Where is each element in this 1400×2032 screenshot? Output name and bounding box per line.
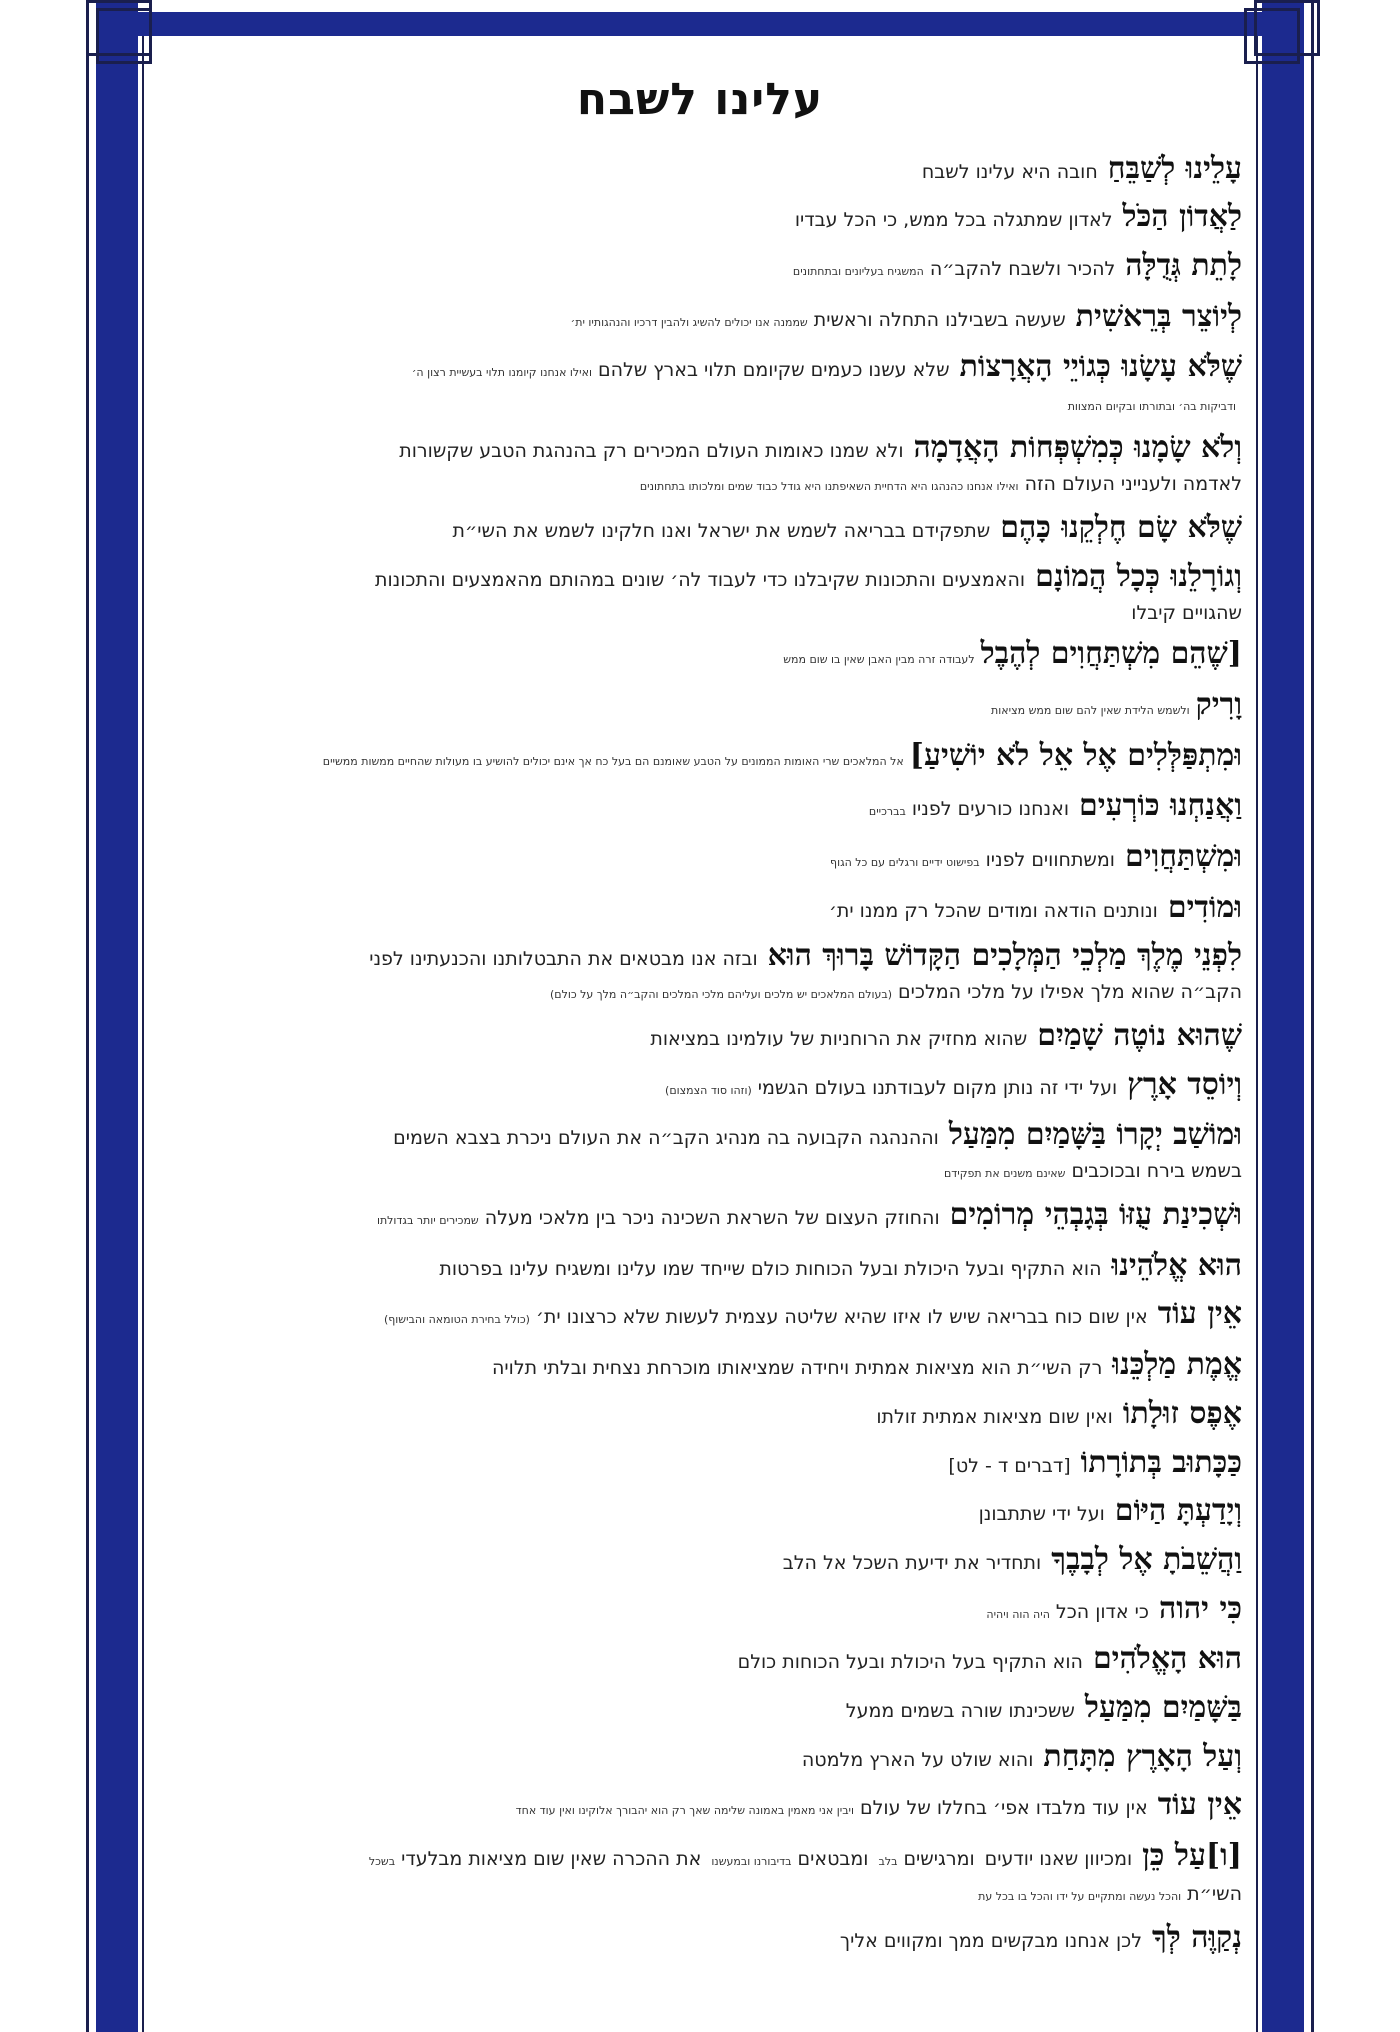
- corner-ornament-right: [1244, 0, 1314, 60]
- explanation-note: ואילו אנחנו כהנהגו היא הדחיית השאיפתנו היא גודל כבוד שמים ומלכותו בתחתונים: [639, 480, 1019, 494]
- prayer-phrase: וּמִתְפַּלְּלִים אֶל אֵל לֹא יוֹשִׁיעַ]: [909, 737, 1242, 773]
- explanation-text: ששכינתו שורה בשמים ממעל: [845, 1699, 1075, 1722]
- left-border-bar: [96, 0, 138, 2032]
- prayer-line: [150, 687, 1250, 729]
- explanation-text: ומכיוון שאנו יודעים: [984, 1848, 1133, 1870]
- explanation-continuation: בשמש בירח ובכוכבים: [1071, 1160, 1242, 1183]
- explanation-continuation: השי״ת: [1187, 1883, 1242, 1905]
- document-content: [150, 60, 1250, 2032]
- prayer-line: [150, 559, 1250, 599]
- explanation-text: ומשתחווים לפניו: [985, 848, 1115, 871]
- explanation-note: היה הוה ויהיה: [986, 1607, 1050, 1621]
- prayer-line: [150, 1018, 1250, 1058]
- explanation-note: והכל נעשה ומתקיים על ידו והכל בו בכל עת: [978, 1890, 1182, 1903]
- inner-frame-line-left: [142, 36, 144, 2032]
- prayer-line: [150, 1920, 1250, 1960]
- prayer-line: [150, 978, 1250, 1009]
- prayer-phrase: שֶׁלֹּא עָשָׂנוּ כְּגוֹיֵי הָאֲרָצוֹת: [959, 349, 1242, 385]
- prayer-line: [150, 1542, 1250, 1582]
- prayer-line: [150, 199, 1250, 239]
- prayer-line: [150, 636, 1250, 678]
- prayer-line: [150, 248, 1250, 290]
- prayer-line: [150, 1838, 1250, 1880]
- prayer-phrase: לִפְנֵי מֶלֶךְ מַלְכֵי הַמְּלָכִים הַקָּדוֹשׁ בָּרוּךְ הוּא: [767, 938, 1242, 974]
- explanation-text: ואנחנו כורעים לפניו: [911, 798, 1070, 821]
- prayer-line: [150, 1296, 1250, 1338]
- prayer-phrase: לַאֲדוֹן הַכֹּל: [1122, 199, 1242, 235]
- explanation-note: (כולל בחירת הטומאה והבישוף): [383, 1313, 530, 1327]
- prayer-line: [150, 151, 1250, 191]
- prayer-phrase: אֵין עוֹד: [1157, 1787, 1242, 1823]
- explanation-note: ודביקות בה׳ ובתורתו ובקיום המצוות: [1067, 400, 1236, 414]
- prayer-phrase: הוּא הָאֱלֹהִים: [1092, 1641, 1242, 1677]
- prayer-phrase: [ו]עַל כֵּן: [1142, 1838, 1242, 1873]
- explanation-text: להכיר ולשבח להקב״ה: [929, 258, 1116, 281]
- explanation-text: והאמצעים והתכונות שקיבלנו כדי לעבוד לה׳ שונים במהותם מהאמצעים והתכונות: [374, 568, 1026, 591]
- prayer-phrase: אֵין עוֹד: [1157, 1296, 1242, 1332]
- prayer-line: [150, 391, 1250, 421]
- explanation-note: המשגיח בעליונים ובתחתונים: [792, 265, 924, 279]
- prayer-line: [150, 938, 1250, 978]
- explanation-note: (בעולם המלאכים יש מלכים ועליהם מלכי המלכים והקב״ה מלך על כולם): [549, 988, 893, 1002]
- prayer-phrase: אֱמֶת מַלְכֵּנוּ: [1112, 1347, 1242, 1383]
- prayer-phrase: עָלֵינוּ לְשַׁבֵּחַ: [1107, 150, 1242, 186]
- prayer-phrase: שֶׁלֹּא שָׂם חֶלְקֵנוּ כָּהֶם: [1000, 509, 1242, 545]
- explanation-text: לכן אנחנו מבקשים ממך ומקווים אליך: [839, 1929, 1143, 1952]
- explanation-text: לאדון שמתגלה בכל ממש, כי הכל עבדיו: [794, 209, 1113, 232]
- prayer-line: [150, 1347, 1250, 1387]
- prayer-phrase: וְיָדַעְתָּ הַיּוֹם: [1114, 1493, 1242, 1529]
- prayer-line: [150, 890, 1250, 930]
- prayer-phrase: וַהֲשֵׁבֹתָ אֶל לְבָבֶךָ: [1051, 1541, 1242, 1577]
- explanation-continuation: הקב״ה שהוא מלך אפילו על מלכי המלכים: [898, 981, 1242, 1004]
- explanation-text: שעשה בשבילנו התחלה וראשית: [813, 308, 1066, 331]
- prayer-line: [150, 510, 1250, 550]
- explanation-text: שהוא מחזיק את הרוחניות של עולמינו במציאות: [650, 1028, 1028, 1050]
- prayer-phrase: כַּכָּתוּב בְּתוֹרָתוֹ: [1080, 1444, 1242, 1480]
- explanation-note: שממנה אנו יכולים להשיג ולהבין דרכיו והנהגותיו ית׳: [570, 315, 808, 329]
- explanation-text: ובזה אנו מבטאים את התבטלותנו והכנעתינו לפני: [369, 948, 758, 971]
- prayer-line: [150, 1880, 1250, 1911]
- explanation-note: ואילו אנחנו קיומנו תלוי בעשיית רצון ה׳: [411, 366, 592, 380]
- prayer-phrase: וּמִשְׁתַּחֲוִים: [1124, 838, 1242, 874]
- explanation-text: ועל ידי זה נותן מקום לעבודתנו בעולם הגשמי: [757, 1076, 1118, 1099]
- prayer-line: [150, 1445, 1250, 1485]
- prayer-line: [150, 788, 1250, 830]
- explanation-note: ולשמש הלידת שאין להם שום ממש מציאות: [991, 703, 1190, 717]
- explanation-continuation: שהגויים קיבלו: [1131, 601, 1242, 624]
- prayer-line: [150, 1739, 1250, 1779]
- prayer-phrase: אֶפֶס זוּלָתוֹ: [1122, 1395, 1242, 1431]
- explanation-note: (וזהו סוד הצמצום): [665, 1083, 752, 1097]
- explanation-text: ותחדיר את ידיעת השכל אל הלב: [782, 1551, 1042, 1574]
- prayer-line: [150, 1396, 1250, 1436]
- explanation-text: אין שום כוח בבריאה שיש לו איזו שהיא שליטה עצמית לעשות שלא כרצונו ית׳: [535, 1306, 1148, 1329]
- explanation-text: וההנהגה הקבועה בה מנהיג הקב״ה את העולם ניכרת בצבא השמים: [393, 1127, 939, 1150]
- prayer-line: [150, 1493, 1250, 1533]
- explanation-text: ולא שמנו כאומות העולם המכירים רק בהנהגת הטבע שקשורות: [399, 440, 904, 463]
- prayer-line: [150, 1591, 1250, 1633]
- explanation-text: והוא שולט על הארץ מלמטה: [801, 1748, 1034, 1771]
- explanation-note: שאינם משנים את תפקידם: [943, 1167, 1066, 1181]
- prayer-line: [150, 470, 1250, 501]
- prayer-phrase: לָתֵת גְּדֻלָּה: [1125, 248, 1242, 284]
- prayer-phrase: נְקַוֶּה לְּךָ: [1152, 1919, 1242, 1955]
- prayer-phrase: וְגוֹרָלֵנוּ כְּכָל הֲמוֹנָם: [1035, 558, 1242, 594]
- prayer-line: [150, 738, 1250, 780]
- prayer-phrase: [שֶׁהֵם מִשְׁתַּחֲוִים לְהֶבֶל: [980, 636, 1242, 672]
- explanation-text: [דברים ד - לט]: [948, 1454, 1071, 1477]
- explanation-note: אל המלאכים שרי האומות הממונים על הטבע שאומנם הם בעל כח אך אינם יכולים להושיע בו מעולות שהחיים ממשות ממשיים: [322, 754, 904, 768]
- prayer-line: [150, 839, 1250, 881]
- inner-frame-line-right: [1256, 36, 1258, 2032]
- corner-ornament-left: [86, 0, 156, 60]
- prayer-phrase: וּמוֹשַׁב יְקָרוֹ בַּשָּׁמַיִם מִמַּעַל: [948, 1117, 1242, 1153]
- explanation-note: בברכיים: [868, 805, 906, 819]
- page-title: עלינו לשבח: [576, 74, 824, 125]
- explanation-text: שתפקידם בבריאה לשמש את ישראל ואנו חלקינו לשמש את השי״ת: [452, 519, 991, 542]
- explanation-note: בלב: [878, 1855, 898, 1868]
- prayer-lines: [150, 142, 1250, 1960]
- explanation-text: חובה היא עלינו לשבח: [921, 160, 1098, 183]
- explanation-text: ונותנים הודאה ומודים שהכל רק ממנו ית׳: [828, 899, 1158, 922]
- prayer-phrase: וְעַל הָאָרֶץ מִתָּחַת: [1043, 1738, 1242, 1774]
- prayer-phrase: בַּשָּׁמַיִם מִמַּעַל: [1084, 1689, 1242, 1725]
- prayer-phrase: וּשְׁכִינַת עֻזּוֹ בְּגָבְהֵי מְרוֹמִים: [949, 1197, 1242, 1233]
- explanation-text: והחוזק העצום של השראת השכינה ניכר בין מלאכי מעלה: [484, 1207, 940, 1230]
- explanation-text: רק השי״ת הוא מציאות אמתית ויחידה שמציאותו מוכרחת נצחית ובלתי תלויה: [492, 1357, 1103, 1380]
- prayer-phrase: וְלֹא שָׂמָנוּ כְּמִשְׁפְּחוֹת הָאֲדָמָה: [913, 430, 1242, 466]
- explanation-text: הוא התקיף בעל היכולת ובעל הכוחות כולם: [737, 1651, 1083, 1674]
- prayer-phrase: לְיוֹצֵר בְּרֵאשִׁית: [1075, 298, 1242, 334]
- prayer-line: [150, 430, 1250, 470]
- explanation-text: את ההכרה שאין שום מציאות מבלעדי: [401, 1848, 702, 1870]
- explanation-text: ועל ידי שתתבונן: [978, 1503, 1105, 1526]
- prayer-line: [150, 1117, 1250, 1157]
- prayer-line: [150, 299, 1250, 341]
- explanation-note: בפישוט ידיים ורגלים עם כל הגוף: [830, 855, 980, 869]
- prayer-phrase: וְיוֹסֵד אָרֶץ: [1127, 1066, 1242, 1102]
- explanation-text: ומבטאים: [797, 1848, 869, 1870]
- explanation-note: שמכירים יותר בגדולתו: [376, 1214, 479, 1228]
- explanation-note: ויבין אני מאמין באמונה שלימה שאך רק הוא יהבורך אלוקינו ואין עוד אחד: [515, 1804, 855, 1818]
- prayer-phrase: וָרִיק: [1195, 686, 1242, 722]
- explanation-text: הוא התקיף ובעל היכולת ובעל הכוחות כולם שייחד שמו עלינו ומשגיח עלינו בפרטות: [439, 1257, 1102, 1280]
- prayer-line: [150, 1067, 1250, 1109]
- prayer-line: [150, 1690, 1250, 1730]
- explanation-note: בדיבורנו ובמעשנו: [711, 1855, 792, 1868]
- explanation-note: לעבודה זרה מבין האבן שאין בו שום ממש: [783, 653, 975, 667]
- prayer-phrase: וּמוֹדִים: [1167, 889, 1242, 925]
- explanation-text: כי אדון הכל: [1055, 1600, 1149, 1623]
- prayer-line: [150, 1197, 1250, 1239]
- prayer-line: [150, 349, 1250, 391]
- explanation-text: אין עוד מלבדו אפי׳ בחללו של עולם: [860, 1797, 1148, 1820]
- explanation-note: בשכל: [368, 1855, 396, 1868]
- prayer-phrase: כִּי יהוה: [1158, 1590, 1242, 1626]
- prayer-line: [150, 1641, 1250, 1681]
- top-border-bar: [96, 12, 1304, 36]
- prayer-phrase: וַאֲנַחְנוּ כּוֹרְעִים: [1079, 788, 1242, 824]
- prayer-phrase: שֶׁהוּא נוֹטֶה שָׁמַיִם: [1037, 1018, 1242, 1053]
- explanation-continuation: לאדמה ולענייני העולם הזה: [1024, 473, 1242, 496]
- prayer-line: [150, 1248, 1250, 1288]
- prayer-line: [150, 1157, 1250, 1188]
- explanation-text: שלא עשנו כעמים שקיומם תלוי בארץ שלהם: [597, 359, 950, 382]
- prayer-phrase: הוּא אֱלֹהֵינוּ: [1111, 1247, 1242, 1283]
- explanation-text: ומרגישים: [903, 1848, 975, 1870]
- explanation-text: ואין שום מציאות אמתית זולתו: [876, 1405, 1113, 1428]
- prayer-line: [150, 599, 1250, 628]
- prayer-line: [150, 1787, 1250, 1829]
- right-border-bar: [1262, 0, 1304, 2032]
